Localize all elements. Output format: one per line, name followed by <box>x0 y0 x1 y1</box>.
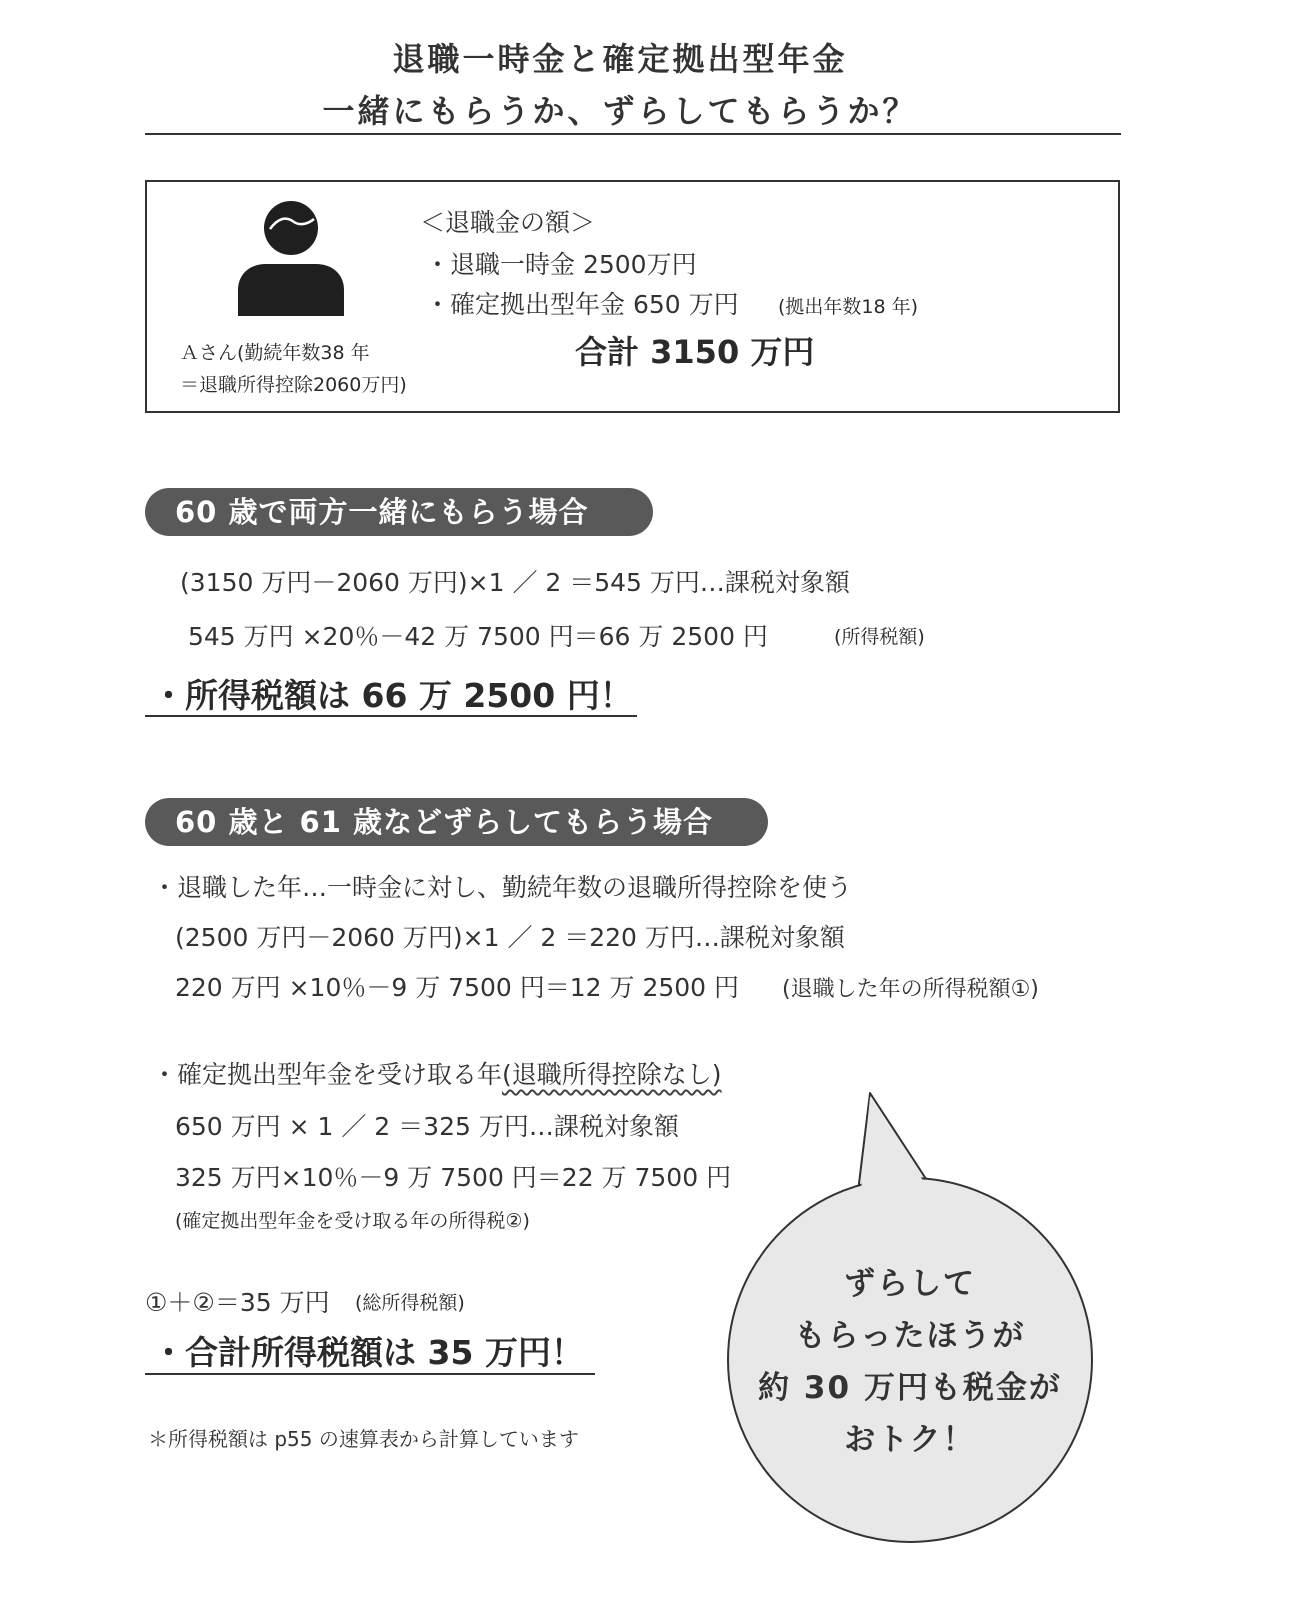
title-divider <box>145 133 1121 135</box>
pension-years-note: (拠出年数18 年) <box>778 296 919 318</box>
section1-calc-note: (所得税額) <box>834 626 925 648</box>
section2-a-line1: ・退職した年…一時金に対し、勤続年数の退職所得控除を使う <box>152 873 853 902</box>
section2-heading: 60 歳と 61 歳などずらしてもらう場合 <box>145 798 768 846</box>
section1-calc-line2: 545 万円 ×20％－42 万 7500 円＝66 万 2500 円 <box>188 622 768 651</box>
footnote: ＊所得税額は p55 の速算表から計算しています <box>148 1427 579 1451</box>
page-title-line1: 退職一時金と確定拠出型年金 <box>392 40 848 78</box>
section2-b-line3: 325 万円×10％－9 万 7500 円＝22 万 7500 円 <box>175 1163 732 1192</box>
pension-amount: ・確定拠出型年金 650 万円 <box>425 290 739 319</box>
person-icon <box>236 198 346 318</box>
section2-sum-line: ①＋②＝35 万円 <box>145 1288 330 1317</box>
section2-b-line1 <box>152 1055 722 1091</box>
section2-b-line1-prefix: ・確定拠出型年金を受け取る年 <box>152 1060 503 1089</box>
bubble-line3: 約 30 万円も税金が <box>758 1370 1062 1406</box>
section1-calc-line1: (3150 万円－2060 万円)×1 ／ 2 ＝545 万円…課税対象額 <box>180 568 850 597</box>
section2-a-line2: (2500 万円－2060 万円)×1 ／ 2 ＝220 万円…課税対象額 <box>175 923 845 952</box>
page-title-line2: 一緒にもらうか、ずらしてもらうか？ <box>322 92 918 130</box>
person-caption-line1: Ａさん(勤続年数38 年 <box>180 342 370 364</box>
section2-b-line2: 650 万円 × 1 ／ 2 ＝325 万円…課税対象額 <box>175 1112 679 1141</box>
section2-result: ・合計所得税額は 35 万円！ <box>152 1333 584 1372</box>
bubble-message <box>730 1258 1090 1466</box>
bubble-line1: ずらして <box>844 1266 976 1302</box>
section1-heading: 60 歳で両方一緒にもらう場合 <box>145 488 653 536</box>
bubble-line4: おトク！ <box>844 1422 976 1458</box>
section2-sum-note: (総所得税額) <box>355 1292 465 1314</box>
section1-result: ・所得税額は 66 万 2500 円！ <box>152 676 633 715</box>
section1-result-underline <box>145 715 637 717</box>
section2-a-line3: 220 万円 ×10％－9 万 7500 円＝12 万 2500 円 <box>175 973 740 1002</box>
bubble-line2: もらったほうが <box>794 1318 1026 1354</box>
total-amount: 合計 3150 万円 <box>575 333 815 371</box>
person-caption-line2: ＝退職所得控除2060万円) <box>180 374 407 396</box>
lump-sum-amount: ・退職一時金 2500万円 <box>425 250 697 279</box>
section2-result-underline <box>145 1373 595 1375</box>
section2-b-line1-emphasis: (退職所得控除なし) <box>502 1060 722 1089</box>
info-heading: ＜退職金の額＞ <box>420 208 596 237</box>
section2-a-line3-note: (退職した年の所得税額①) <box>782 977 1039 1002</box>
section2-b-line4: (確定拠出型年金を受け取る年の所得税②) <box>175 1210 530 1232</box>
